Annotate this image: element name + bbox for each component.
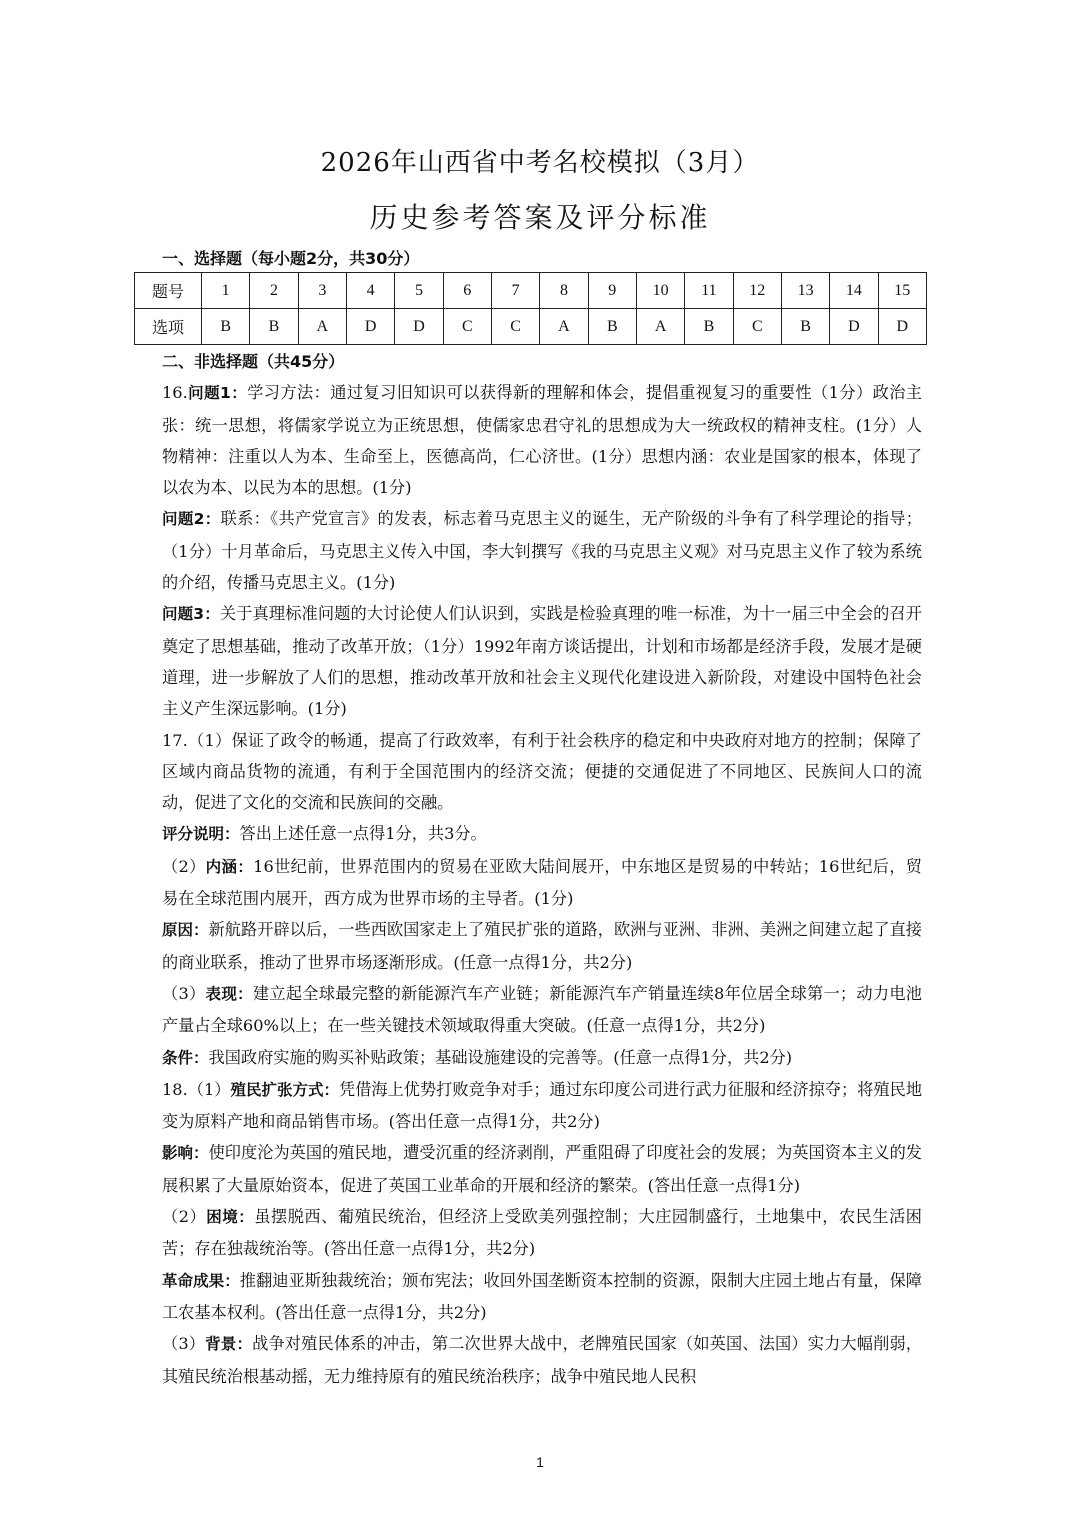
answer-cell: A — [540, 309, 588, 345]
question-cell: 13 — [781, 273, 829, 309]
document-subtitle: 历史参考答案及评分标准 — [369, 201, 711, 234]
q18-label-1: 殖民扩张方式： — [230, 1080, 340, 1099]
question-cell: 8 — [540, 273, 588, 309]
q17-label-2: 内涵： — [205, 857, 254, 876]
q18-prefix-5: （3） — [162, 1334, 206, 1354]
question-cell: 3 — [298, 273, 346, 309]
question-cell: 11 — [685, 273, 733, 309]
answer-cell: B — [685, 309, 733, 345]
q18-text-3: 虽摆脱西、葡殖民统治，但经济上受欧美列强控制；大庄园制盛行，土地集中，农民生活困苦；存在独裁统治等。(答出任意一点得1分，共2分) — [162, 1207, 922, 1259]
q16-text-3: 关于真理标准问题的大讨论使人们认识到，实践是检验真理的唯一标准，为十一届三中全会的召开奠定了思想基础，推动了改革开放；（1分）1992年南方谈话提出，计划和市场都是经济手段，发展才是硬道理，进一步解放了人们的思想，推动改革开放和社会主义现代化建设进入新阶段，对建设中国特色社会主义产生深远影响。(1分) — [162, 604, 922, 719]
q17-part4 — [162, 978, 922, 1042]
q18-part1 — [162, 1074, 922, 1138]
question-cell: 15 — [878, 273, 926, 309]
q17-text-3: 新航路开辟以后，一些西欧国家走上了殖民扩张的道路，欧洲与亚洲、非洲、美洲之间建立起了直接的商业联系，推动了世界市场逐渐形成。(任意一点得1分，共2分) — [162, 920, 922, 972]
answer-cell: D — [346, 309, 394, 345]
question-cell: 5 — [395, 273, 443, 309]
question-cell: 6 — [443, 273, 491, 309]
q17-note-text: 答出上述任意一点得1分，共3分。 — [239, 824, 487, 844]
q17-note — [162, 818, 922, 850]
answer-cell: B — [250, 309, 298, 345]
q17-part1 — [162, 725, 922, 819]
answer-cell: C — [443, 309, 491, 345]
question-cell: 1 — [202, 273, 250, 309]
question-cell: 4 — [346, 273, 394, 309]
question-cell: 12 — [733, 273, 781, 309]
q18-prefix-3: （2） — [162, 1207, 207, 1227]
q18-text-4: 推翻迪亚斯独裁统治；颁布宪法；收回外国垄断资本控制的资源，限制大庄园土地占有量，保障工农基本权利。(答出任意一点得1分，共2分) — [162, 1270, 922, 1322]
q17-part2 — [162, 851, 922, 915]
q16-part1 — [162, 377, 922, 503]
q16-label-2: 问题2： — [162, 510, 221, 529]
q17-label-3: 原因： — [162, 921, 209, 940]
q18-prefix-1: 18.（1） — [162, 1079, 231, 1099]
q18-label-2: 影响： — [162, 1144, 209, 1163]
q16-number: 16. — [162, 383, 188, 403]
answer-cell: B — [781, 309, 829, 345]
question-cell: 9 — [588, 273, 636, 309]
q17-note-label: 评分说明： — [162, 825, 240, 844]
question-number-row — [135, 273, 927, 309]
row-label-question: 题号 — [135, 273, 202, 309]
q17-part5 — [162, 1042, 922, 1074]
answer-body — [162, 346, 922, 1392]
document-title: 2026年山西省中考名校模拟（3月） — [320, 148, 760, 178]
question-cell: 7 — [491, 273, 539, 309]
section1-heading: 一、选择题（每小题2分，共30分） — [162, 249, 420, 268]
row-label-answer: 选项 — [135, 309, 202, 345]
q18-label-4: 革命成果： — [162, 1271, 240, 1290]
q16-part2 — [162, 503, 922, 598]
q18-text-5: 战争对殖民体系的冲击，第二次世界大战中，老牌殖民国家（如英国、法国）实力大幅削弱，其殖民统治根基动摇，无力维持原有的殖民统治秩序；战争中殖民地人民积 — [162, 1334, 922, 1386]
question-cell: 2 — [250, 273, 298, 309]
q17-label-4: 表现： — [205, 984, 253, 1003]
q18-label-3: 困境： — [206, 1208, 255, 1227]
answer-cell: A — [636, 309, 684, 345]
answer-cell: D — [878, 309, 926, 345]
page-number: 1 — [536, 1454, 544, 1470]
section2-heading — [162, 346, 922, 377]
q17-text-5: 我国政府实施的购买补贴政策；基础设施建设的完善等。(任意一点得1分，共2分) — [208, 1047, 793, 1067]
answer-cell: B — [588, 309, 636, 345]
q18-label-5: 背景： — [205, 1335, 253, 1354]
q17-prefix-2: （2） — [162, 856, 206, 876]
q17-text-1: 17.（1）保证了政令的畅通，提高了行政效率，有利于社会秩序的稳定和中央政府对地方的控制；保障了区域内商品货物的流通，有利于全国范围内的经济交流；便捷的交通促进了不同地区、民族间人口的流动，促进了文化的交流和民族间的交融。 — [162, 730, 922, 813]
q16-part3 — [162, 598, 922, 724]
answer-row — [135, 309, 927, 345]
answer-cell: C — [733, 309, 781, 345]
q16-label-1: 问题1： — [187, 384, 248, 403]
q18-part4 — [162, 1265, 922, 1329]
section2-heading-text: 二、非选择题（共45分） — [162, 352, 345, 371]
answer-cell: D — [395, 309, 443, 345]
q18-part3 — [162, 1201, 922, 1265]
q17-part3 — [162, 914, 922, 978]
q16-text-1: 学习方法：通过复习旧知识可以获得新的理解和体会，提倡重视复习的重要性（1分）政治主张：统一思想，将儒家学说立为正统思想，使儒家忠君守礼的思想成为大一统政权的精神支柱。(1分）人物精神：注重以人为本、生命至上，医德高尚，仁心济世。(1分）思想内涵：农业是国家的根本，体现了以农为本、以民为本的思想。(1分) — [162, 383, 922, 498]
answer-cell: C — [491, 309, 539, 345]
answer-cell: D — [830, 309, 878, 345]
answer-table — [134, 272, 927, 345]
q18-part2 — [162, 1137, 922, 1201]
answer-cell: A — [298, 309, 346, 345]
q18-part5 — [162, 1328, 922, 1392]
q17-text-4: 建立起全球最完整的新能源汽车产业链；新能源汽车产销量连续8年位居全球第一；动力电池产量占全球60%以上；在一些关键技术领域取得重大突破。(任意一点得1分，共2分) — [162, 983, 922, 1036]
q17-text-2: 16世纪前，世界范围内的贸易在亚欧大陆间展开，中东地区是贸易的中转站；16世纪后，贸易在全球范围内展开，西方成为世界市场的主导者。(1分) — [162, 856, 922, 909]
q16-text-2: 联系：《共产党宣言》的发表，标志着马克思主义的诞生，无产阶级的斗争有了科学理论的指导；（1分）十月革命后，马克思主义传入中国，李大钊撰写《我的马克思主义观》对马克思主义作了较为系统的介绍，传播马克思主义。(1分) — [162, 509, 922, 593]
q17-prefix-4: （3） — [162, 983, 206, 1003]
question-cell: 10 — [636, 273, 684, 309]
q17-label-5: 条件： — [162, 1048, 209, 1067]
q16-label-3: 问题3： — [162, 605, 220, 624]
q18-text-1: 凭借海上优势打败竞争对手；通过东印度公司进行武力征服和经济掠夺；将殖民地变为原料产地和商品销售市场。(答出任意一点得1分，共2分) — [162, 1079, 923, 1132]
q18-text-2: 使印度沦为英国的殖民地，遭受沉重的经济剥削，严重阻碍了印度社会的发展；为英国资本主义的发展积累了大量原始资本，促进了英国工业革命的开展和经济的繁荣。(答出任意一点得1分) — [162, 1143, 922, 1195]
answer-cell: B — [202, 309, 250, 345]
question-cell: 14 — [830, 273, 878, 309]
